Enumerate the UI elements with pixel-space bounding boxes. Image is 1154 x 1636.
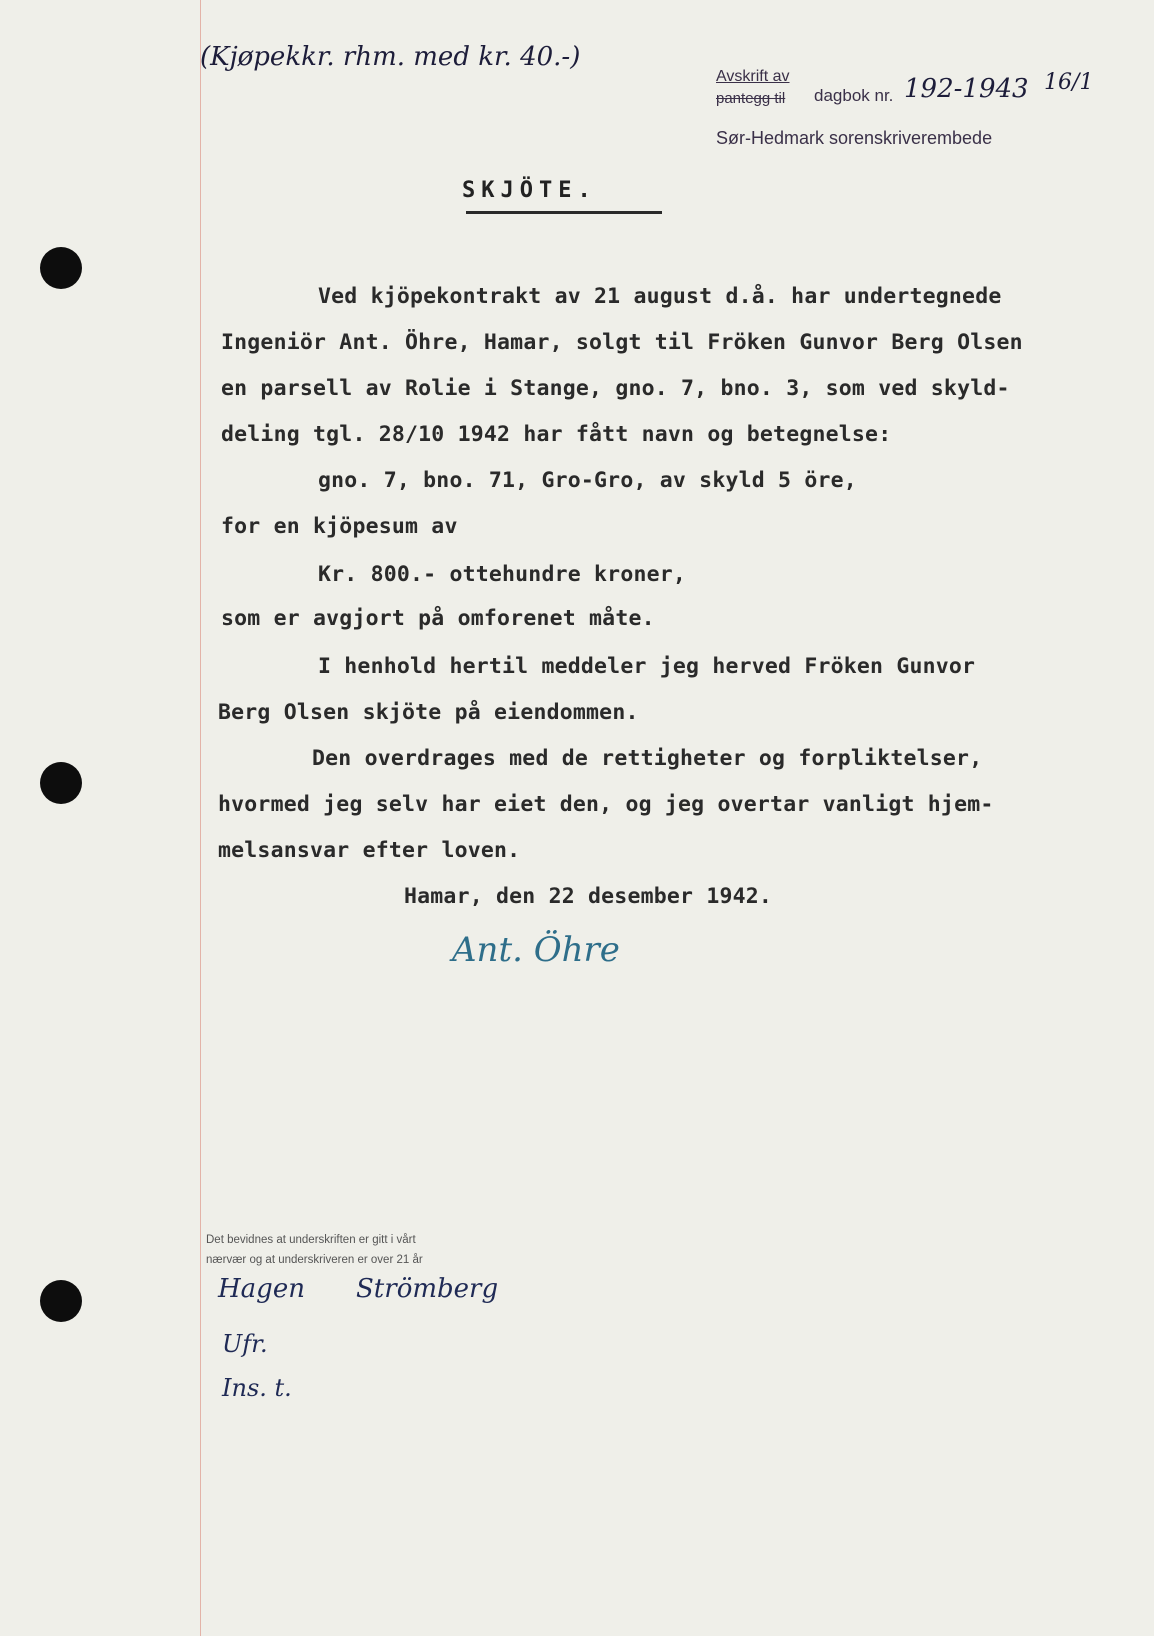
stamp-struck-text: pantegg til — [716, 90, 786, 107]
handwritten-note-ufr: Ufr. — [222, 1330, 268, 1358]
body-line: for en kjöpesum av — [221, 514, 458, 539]
witness-signature-2: Strömberg — [356, 1274, 499, 1304]
certification-line2: nærvær og at underskriveren er over 21 år — [206, 1254, 423, 1266]
body-line: Ingeniör Ant. Öhre, Hamar, solgt til Fröken Gunvor Berg Olsen — [221, 330, 1023, 355]
punch-hole-icon — [40, 762, 82, 804]
body-line: en parsell av Rolie i Stange, gno. 7, bno. 3, som ved skyld- — [221, 376, 1010, 401]
witness-signature-1: Hagen — [218, 1274, 305, 1304]
stamp-line1 — [716, 68, 790, 86]
handwritten-note: (Kjøpekkr. rhm. med kr. 40.-) — [200, 42, 581, 72]
stamp-avskrift: Avskrift av — [716, 68, 790, 85]
body-line: Kr. 800.- ottehundre kroner, — [318, 562, 687, 587]
body-line-place-date: Hamar, den 22 desember 1942. — [404, 884, 773, 909]
document-title: SKJÖTE. — [462, 178, 597, 203]
body-line: Berg Olsen skjöte på eiendommen. — [218, 700, 639, 725]
body-line: deling tgl. 28/10 1942 har fått navn og betegnelse: — [221, 422, 892, 447]
body-line: Den overdrages med de rettigheter og forpliktelser, — [312, 746, 983, 771]
margin-line — [200, 0, 201, 1636]
handwritten-note-ins: Ins. t. — [222, 1374, 292, 1402]
body-line: melsansvar efter loven. — [218, 838, 521, 863]
body-line: som er avgjort på omforenet måte. — [221, 606, 655, 631]
seller-signature: Ant. Öhre — [452, 930, 620, 970]
body-line: hvormed jeg selv har eiet den, og jeg overtar vanligt hjem- — [218, 792, 994, 817]
stamp-office: Sør-Hedmark sorenskriverembede — [716, 128, 993, 148]
dagbok-number: 192-1943 — [904, 74, 1029, 104]
body-line: I henhold hertil meddeler jeg herved Fröken Gunvor — [318, 654, 976, 679]
body-line: Ved kjöpekontrakt av 21 august d.å. har undertegnede — [318, 284, 1002, 309]
certification-line1: Det bevidnes at underskriften er gitt i vårt — [206, 1234, 416, 1246]
stamp-dagbok-label: dagbok nr. — [814, 86, 894, 105]
punch-hole-icon — [40, 1280, 82, 1322]
dagbok-date: 16/1 — [1044, 70, 1094, 95]
punch-hole-icon — [40, 247, 82, 289]
body-line: gno. 7, bno. 71, Gro-Gro, av skyld 5 öre, — [318, 468, 857, 493]
title-underline — [466, 211, 662, 214]
